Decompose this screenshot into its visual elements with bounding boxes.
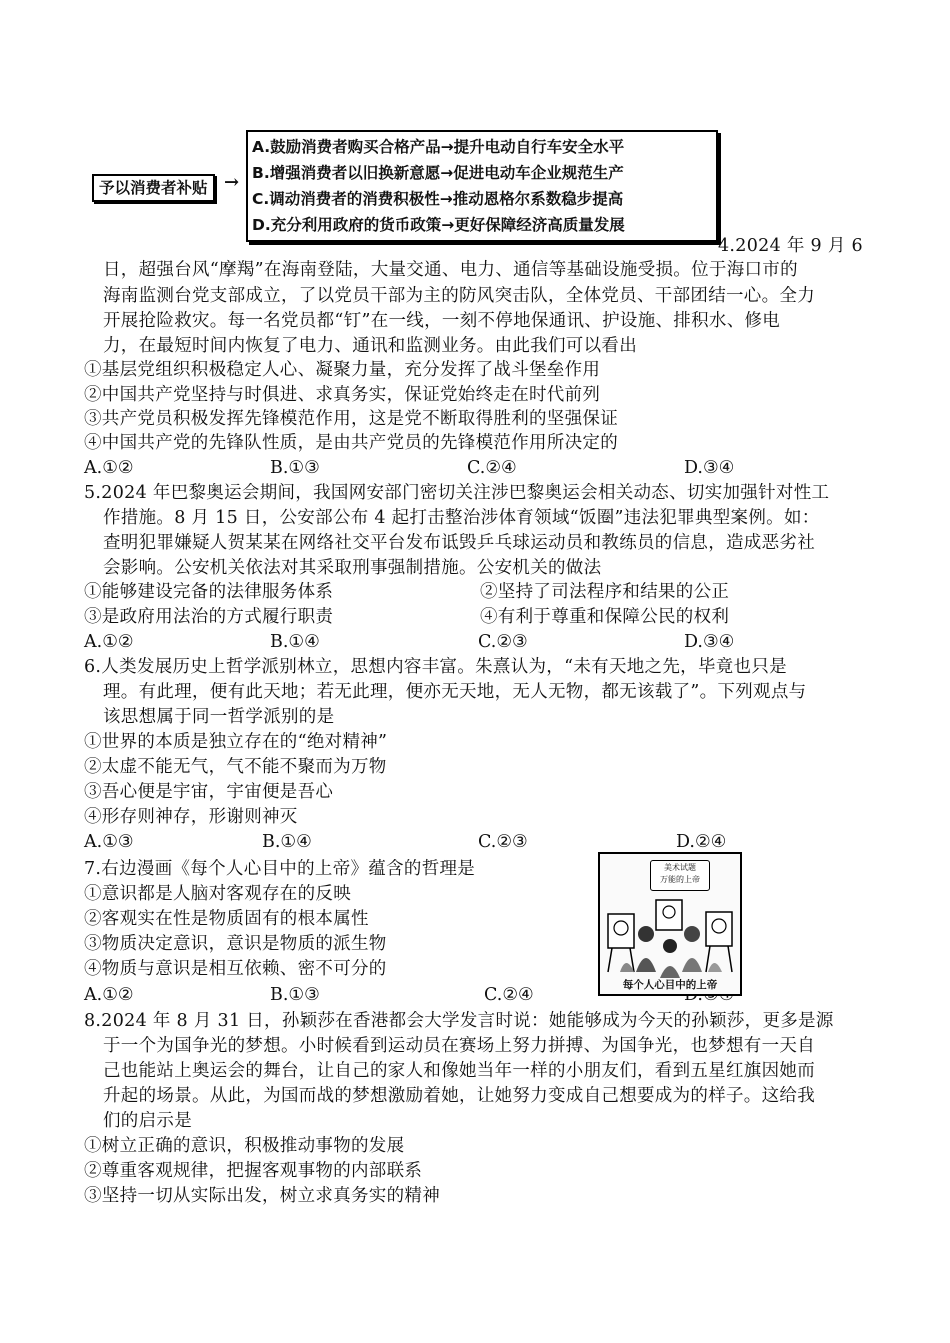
q4-line: 日，超强台风“摩羯”在海南登陆，大量交通、电力、通信等基础设施受损。位于海口市的 <box>103 260 798 280</box>
q7-choice-b: B.①③ <box>270 985 320 1005</box>
diagram-option-a: A.鼓励消费者购买合格产品→提升电动自行车安全水平 <box>252 138 625 156</box>
q4-statement: ①基层党组织积极稳定人心、凝聚力量，充分发挥了战斗堡垒作用 <box>84 360 601 380</box>
q8-line: 己也能站上奥运会的舞台，让自己的家人和像她当年一样的小朋友们，看到五星红旗因她而 <box>103 1061 815 1081</box>
q4-statement: ②中国共产党坚持与时俱进、求真务实，保证党始终走在时代前列 <box>84 385 601 405</box>
q5-choice-d: D.③④ <box>684 632 735 652</box>
diagram-option-d: D.充分利用政府的货币政策→更好保障经济高质量发展 <box>252 216 625 234</box>
q4-statement: ④中国共产党的先锋队性质，是由共产党员的先锋模范作用所决定的 <box>84 433 618 453</box>
q6-choice-b: B.①④ <box>262 832 312 852</box>
q4-line: 力，在最短时间内恢复了电力、通讯和监测业务。由此我们可以看出 <box>103 336 637 356</box>
q8-line: 升起的场景。从此，为国而战的梦想激励着她，让她努力变成自己想要成为的样子。这给我 <box>103 1086 815 1106</box>
q7-statement: ④物质与意识是相互依赖、密不可分的 <box>84 959 387 979</box>
q4-line: 海南监测台党支部成立，了以党员干部为主的防风突击队，全体党员、干部团结一心。全力 <box>103 286 815 306</box>
q6-statement: ②太虚不能无气，气不能不聚而为万物 <box>84 757 387 777</box>
q5-statement: ②坚持了司法程序和结果的公正 <box>480 582 730 602</box>
cartoon-bubble-line1: 美术试题 <box>664 863 696 872</box>
q8-statement: ③坚持一切从实际出发，树立求真务实的精神 <box>84 1186 440 1206</box>
q5-choice-c: C.②③ <box>478 632 528 652</box>
q4-choice-b: B.①③ <box>270 458 320 478</box>
cartoon-image <box>598 852 742 996</box>
q6-choice-c: C.②③ <box>478 832 528 852</box>
cartoon-bubble <box>650 860 710 891</box>
q7-choice-c: C.②④ <box>484 985 534 1005</box>
q8-line: 们的启示是 <box>103 1111 192 1131</box>
q4-choice-c: C.②④ <box>467 458 517 478</box>
q6-statement: ①世界的本质是独立存在的“绝对精神” <box>84 732 388 752</box>
q5-choice-a: A.①② <box>84 632 134 652</box>
q4-choice-d: D.③④ <box>684 458 735 478</box>
q7-statement: ③物质决定意识，意识是物质的派生物 <box>84 934 387 954</box>
q6-line: 该思想属于同一哲学派别的是 <box>103 707 335 727</box>
q6-line: 理。有此理，便有此天地；若无此理，便亦无天地，无人无物，都无该载了”。下列观点与 <box>103 682 807 702</box>
q5-statement: ④有利于尊重和保障公民的权利 <box>480 607 730 627</box>
q5-line: 作措施。8 月 15 日，公安部公布 4 起打击整治涉体育领域“饭圈”违法犯罪典型案例。如： <box>103 508 820 528</box>
cartoon-caption: 每个人心目中的上帝 <box>622 979 718 991</box>
diagram-arrow: → <box>224 172 240 193</box>
diagram-options-box <box>246 130 718 242</box>
diagram-option-c: C.调动消费者的消费积极性→推动恩格尔系数稳步提高 <box>252 190 624 208</box>
q4-line: 4.2024 年 9 月 6 <box>718 236 863 256</box>
q7-choice-a: A.①② <box>84 985 134 1005</box>
q5-statement: ①能够建设完备的法律服务体系 <box>84 582 334 602</box>
q4-choice-a: A.①② <box>84 458 134 478</box>
q5-line: 5.2024 年巴黎奥运会期间，我国网安部门密切关注涉巴黎奥运会相关动态、切实加强针对性工 <box>84 483 830 503</box>
q4-line: 开展抢险救灾。每一名党员都“钉”在一线，一刻不停地保通讯、护设施、排积水、修电 <box>103 311 781 331</box>
q6-choice-a: A.①③ <box>84 832 134 852</box>
q5-line: 会影响。公安机关依法对其采取刑事强制措施。公安机关的做法 <box>103 558 602 578</box>
q5-statement: ③是政府用法治的方式履行职责 <box>84 607 334 627</box>
q8-line: 8.2024 年 8 月 31 日，孙颖莎在香港都会大学发言时说：她能够成为今天的孙颖莎，更多是源 <box>84 1011 834 1031</box>
q8-line: 于一个为国争光的梦想。小时候看到运动员在赛场上努力拼搏、为国争光，也梦想有一天自 <box>103 1036 815 1056</box>
q6-line: 6.人类发展历史上哲学派别林立，思想内容丰富。朱熹认为，“未有天地之先，毕竟也只是 <box>84 657 787 677</box>
q5-choice-b: B.①④ <box>270 632 320 652</box>
q6-statement: ④形存则神存，形谢则神灭 <box>84 807 298 827</box>
diagram-option-b: B.增强消费者以旧换新意愿→促进电动车企业规范生产 <box>252 164 624 182</box>
q6-statement: ③吾心便是宇宙，宇宙便是吾心 <box>84 782 334 802</box>
q5-line: 查明犯罪嫌疑人贺某某在网络社交平台发布诋毁乒乓球运动员和教练员的信息，造成恶劣社 <box>103 533 815 553</box>
q7-statement: ①意识都是人脑对客观存在的反映 <box>84 884 351 904</box>
diagram-label: 予以消费者补贴 <box>92 174 215 202</box>
cartoon-bubble-line2: 万能的上帝 <box>660 875 700 884</box>
q8-statement: ①树立正确的意识，积极推动事物的发展 <box>84 1136 405 1156</box>
q4-statement: ③共产党员积极发挥先锋模范作用，这是党不断取得胜利的坚强保证 <box>84 409 618 429</box>
q8-statement: ②尊重客观规律，把握客观事物的内部联系 <box>84 1161 423 1181</box>
q6-choice-d: D.②④ <box>676 832 727 852</box>
q7-statement: ②客观实在性是物质固有的根本属性 <box>84 909 369 929</box>
q7-line: 7.右边漫画《每个人心目中的上帝》蕴含的哲理是 <box>84 859 476 879</box>
